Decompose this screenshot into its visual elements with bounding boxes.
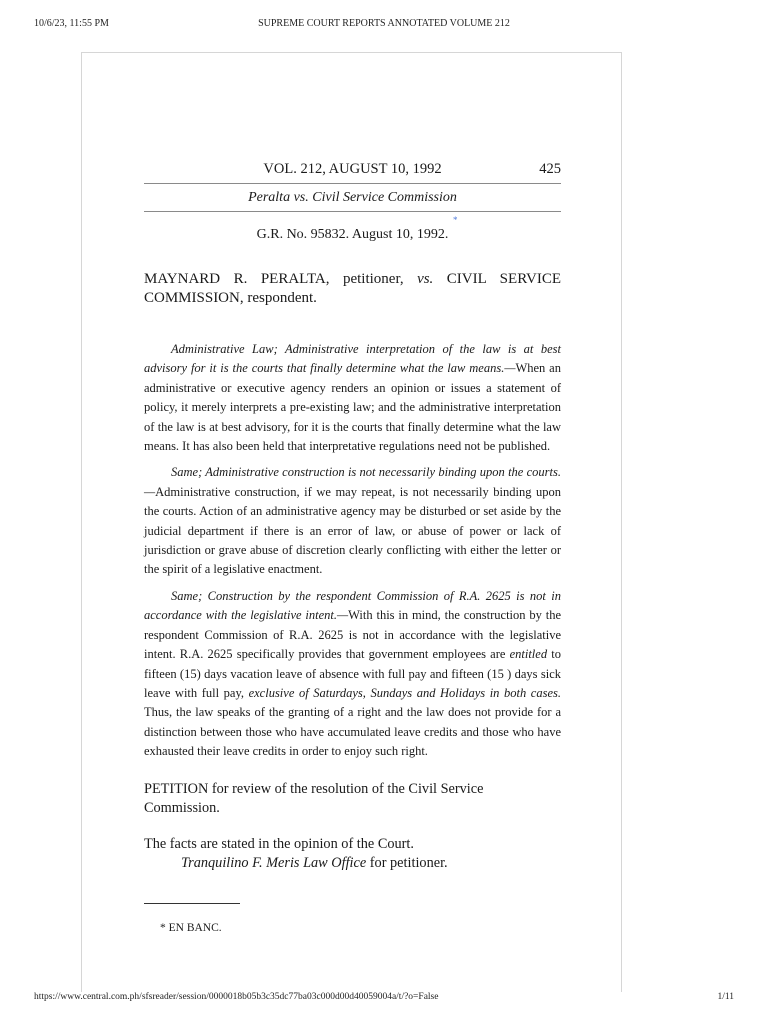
counsel-firm: Tranquilino F. Meris Law Office <box>181 855 367 872</box>
volume-date: VOL. 212, AUGUST 10, 1992 <box>263 161 442 177</box>
syllabus <box>144 340 561 762</box>
syllabus-heading: Same; Administrative construction is not necessarily binding upon the courts.— <box>144 465 561 499</box>
print-page-count: 1/11 <box>717 992 734 1002</box>
print-datetime: 10/6/23, 11:55 PM <box>34 18 109 29</box>
footnote: * EN BANC. <box>160 921 222 934</box>
respondent-name: CIVIL SERVICE COMMISSION, respondent. <box>144 271 561 306</box>
syllabus-emphasis: exclusive of Saturdays, Sundays and Holidays in both cases. <box>248 685 561 700</box>
document-page <box>81 52 622 992</box>
syllabus-body: Administrative construction, if we may repeat, is not necessarily binding upon the courts. Action of an administrative agency may be disturbed or set aside by the judicial department if there is an error of law, or abuse of power or lack of jurisdiction or grave abuse of discretion clearly conflicting with either the letter or the spirit of a legislative enactment. <box>144 484 561 577</box>
case-title-petitioner: Peralta <box>248 190 291 205</box>
syllabus-item <box>144 463 561 579</box>
print-url: https://www.central.com.ph/sfsreader/session/0000018b05b3c35dc77ba03c000d00d40059004a/t/?o=False <box>34 992 439 1002</box>
syllabus-heading: Same; Construction by the respondent Commission of R.A. 2625 is not in accordance with the legislative intent.— <box>144 588 561 623</box>
counsel-role: for petitioner. <box>366 855 448 872</box>
running-head <box>144 161 561 184</box>
parties-vs: vs. <box>417 271 434 287</box>
footnote-marker[interactable]: * <box>453 215 458 225</box>
case-title-vs: vs. <box>293 190 309 205</box>
petition-text: for review of the resolution of the Civil Service Commission. <box>144 780 484 817</box>
print-footer <box>0 990 768 1010</box>
page-number: 425 <box>539 161 561 177</box>
syllabus-item <box>144 340 561 456</box>
petition-lead: PETITION <box>144 780 209 797</box>
parties <box>144 270 561 308</box>
footnote-divider <box>144 903 240 904</box>
syllabus-body: to fifteen (15) days vacation leave of absence with full pay and fifteen (15 ) days sick leave with full pay, <box>144 647 561 700</box>
syllabus-body: When an administrative or executive agency renders an opinion or issues a statement of policy, it merely interprets a pre-existing law; and the administrative interpretation of the law is at best advisory, for it is the courts that finally determine what the law means. It has also been held that interpretative regulations need not be published. <box>144 361 561 454</box>
petitioner-name: MAYNARD R. PERALTA, petitioner, <box>144 271 404 287</box>
facts-paragraph: The facts are stated in the opinion of the Court. <box>144 835 414 852</box>
syllabus-body: Thus, the law speaks of the granting of a right and the law does not provide for a distinction between those who have accumulated leave credits and those who have exhausted their leave credits in order to enjoy such right. <box>144 705 561 759</box>
syllabus-item <box>144 587 561 762</box>
print-header <box>0 0 768 30</box>
syllabus-body: With this in mind, the construction by the respondent Commission of R.A. 2625 is not in accordance with the legislative intent. R.A. 2625 specifically provides that government employees are <box>144 608 561 662</box>
print-title: SUPREME COURT REPORTS ANNOTATED VOLUME 212 <box>258 18 510 29</box>
page-content <box>144 161 561 934</box>
syllabus-emphasis: entitled <box>509 647 548 662</box>
syllabus-heading: Administrative Law; Administrative interpretation of the law is at best advisory for it is the courts that finally determine what the law means.— <box>144 342 561 376</box>
case-title-respondent: Civil Service Commission <box>312 190 457 205</box>
gr-number: G.R. No. 95832. August 10, 1992. <box>256 227 449 242</box>
case-title <box>144 184 561 212</box>
counsel-line <box>144 854 561 874</box>
petition-paragraph <box>144 780 561 819</box>
